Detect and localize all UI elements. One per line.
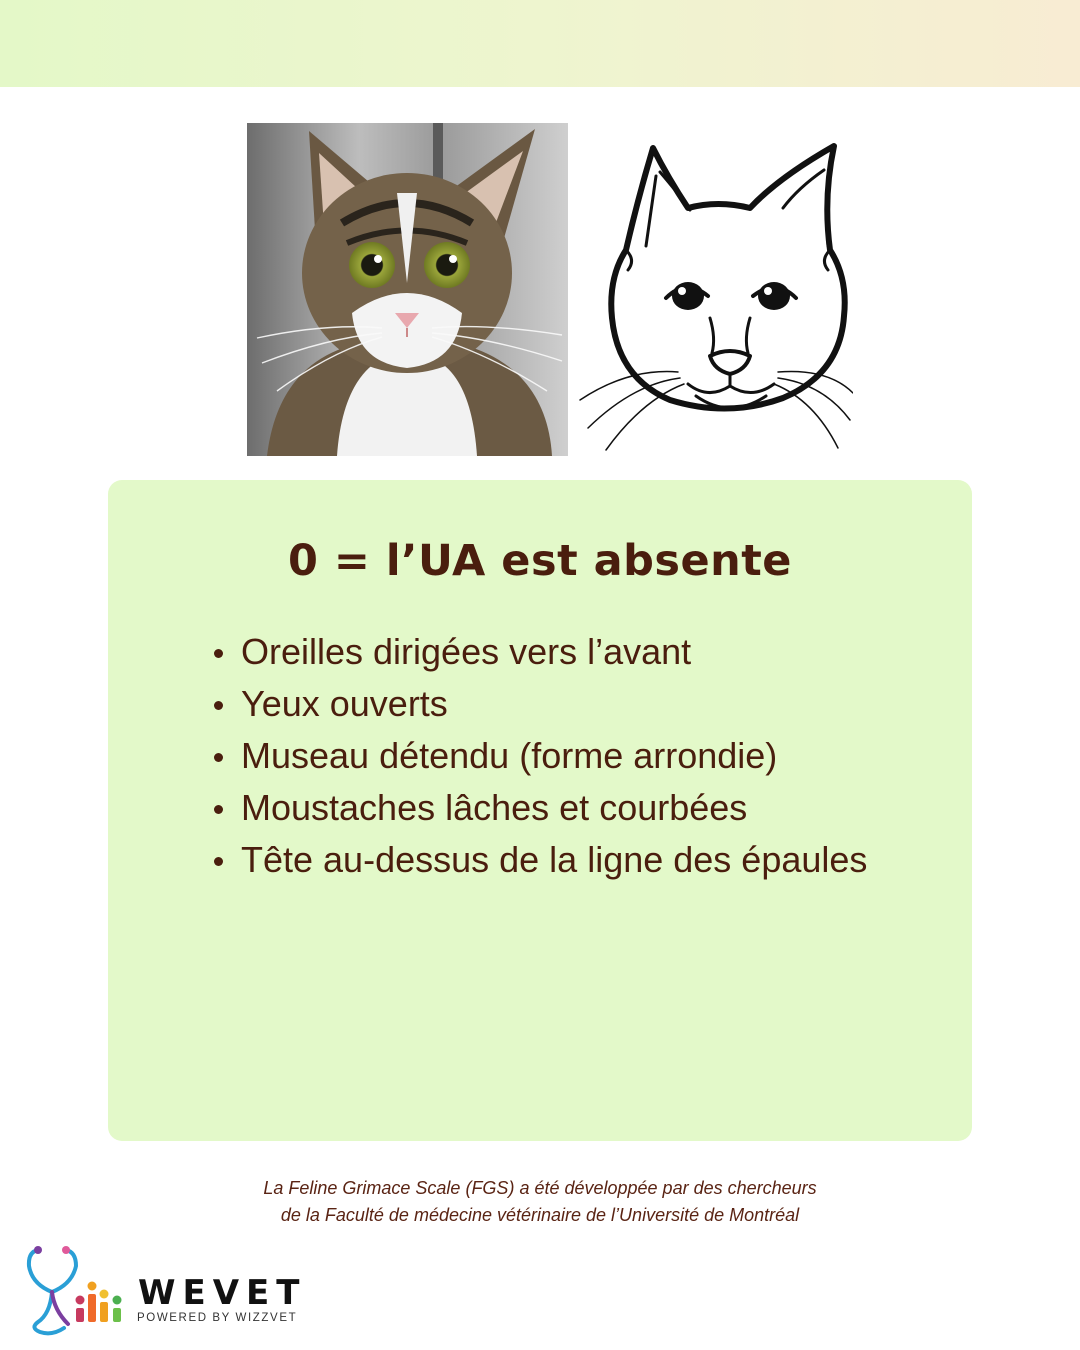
criteria-list	[214, 626, 867, 886]
logo-tagline: POWERED BY WIZZVET	[137, 1312, 298, 1324]
credit-line-2: de la Faculté de médecine vétérinaire de l’Université de Montréal	[280, 1205, 800, 1225]
criteria-item: Museau détendu (forme arrondie)	[214, 730, 867, 782]
top-band	[0, 0, 1080, 87]
credit-line-1: La Feline Grimace Scale (FGS) a été développée par des chercheurs	[263, 1178, 817, 1198]
wevet-logo	[24, 1244, 307, 1336]
criteria-item: Yeux ouverts	[214, 678, 867, 730]
credit-note	[0, 1175, 1080, 1229]
criteria-item: Moustaches lâches et courbées	[214, 782, 867, 834]
cat-photo-image	[247, 123, 568, 456]
score-title: 0 = l’UA est absente	[288, 536, 792, 586]
logo-wordmark: WEVET	[138, 1273, 307, 1313]
stethoscope-logo-icon	[24, 1244, 136, 1336]
cat-face-drawing	[578, 138, 853, 456]
criteria-item: Oreilles dirigées vers l’avant	[214, 626, 867, 678]
criteria-item: Tête au-dessus de la ligne des épaules	[214, 834, 867, 886]
